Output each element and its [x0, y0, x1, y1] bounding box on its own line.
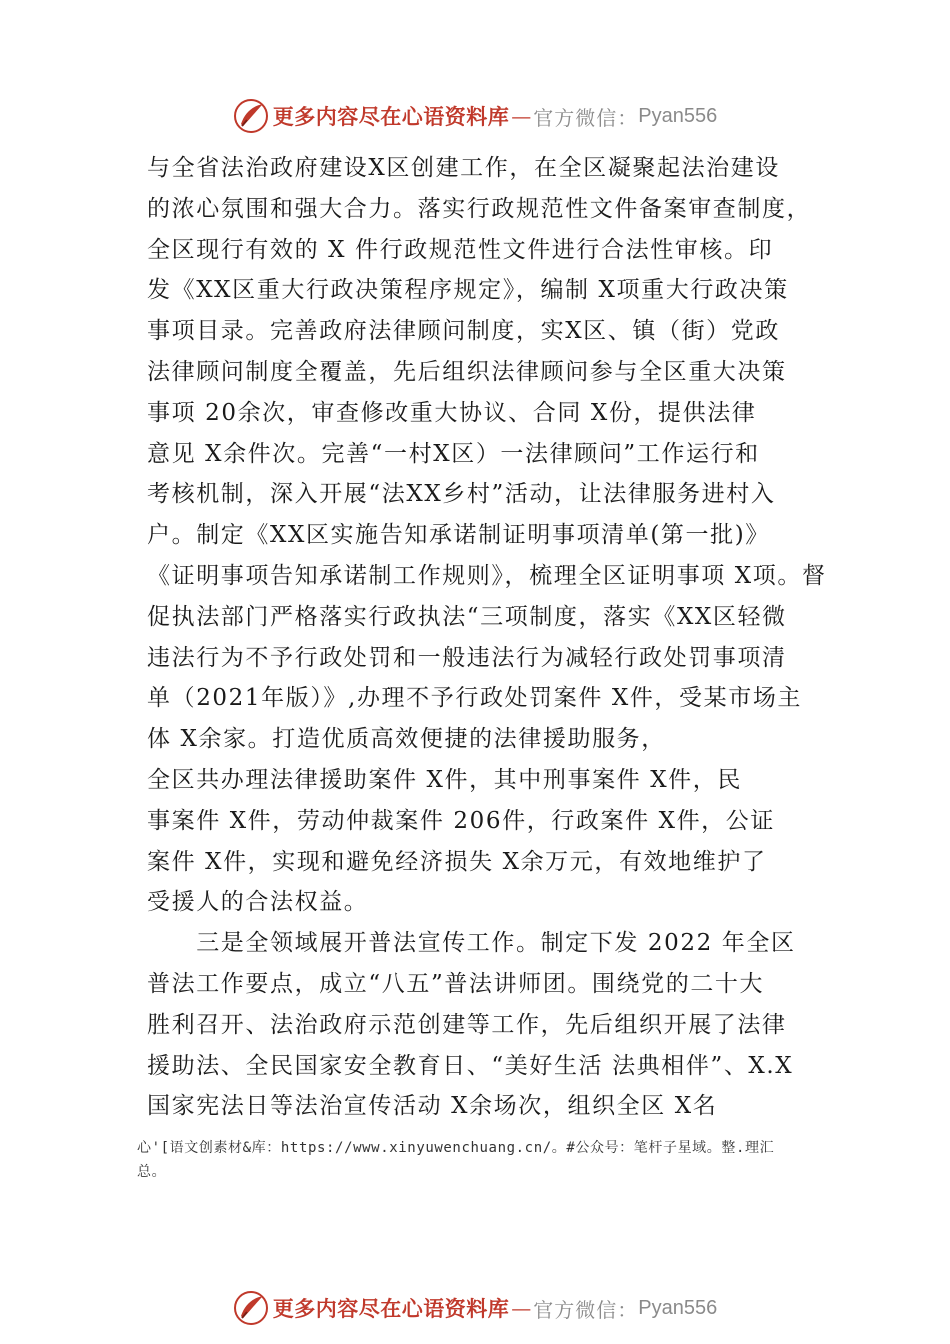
paragraph-line: 案件 X件，实现和避免经济损失 X余万元，有效地维护了: [147, 848, 767, 875]
paragraph-line: 普法工作要点，成立“八五”普法讲师团。围绕党的二十大: [147, 971, 765, 997]
paragraph-line: 发《XX区重大行政决策程序规定》，编制 X项重大行政决策: [147, 277, 789, 304]
source-footnote: [137, 1136, 847, 1184]
paragraph-line: 体 X余家。打造优质高效便捷的法律援助服务，: [147, 726, 666, 753]
banner-wechat-label: 官方微信：: [533, 1297, 639, 1322]
paragraph-line: 违法行为不予行政处罚和一般违法行为减轻行政处罚事项清: [147, 644, 787, 671]
paragraph-line: 全区现行有效的 X 件行政规范性文件进行合法性审核。印: [147, 236, 774, 263]
paragraph-line: 与全省法治政府建设X区创建工作，在全区凝聚起法治建设: [147, 155, 780, 181]
banner-main-text: 更多内容尽在心语资料库: [272, 1296, 510, 1321]
footer-banner: [0, 1286, 950, 1330]
banner-dash: —: [511, 104, 532, 128]
paragraph-line: 事项 20余次，审查修改重大协议、合同 X份，提供法律: [147, 399, 757, 426]
paragraph-line: 事项目录。完善政府法律顾问制度，实X区、镇（街）党政: [147, 318, 780, 345]
paragraph-line: 胜利召开、法治政府示范创建等工作，先后组织开展了法律: [147, 1011, 787, 1038]
paragraph-line: 的浓心氛围和强大合力。落实行政规范性文件备案审查制度，: [147, 195, 812, 222]
brand-logo-icon: [233, 1290, 269, 1326]
banner-dash: —: [511, 1296, 532, 1320]
paragraph-line: 三是全领域展开普法宣传工作。制定下发 2022 年全区: [147, 930, 796, 957]
footnote-line-2: 总。: [137, 1164, 167, 1180]
paragraph-line: 受援人的合法权益。: [147, 889, 369, 916]
paragraph-line: 全区共办理法律援助案件 X件，其中刑事案件 X件，民: [147, 767, 742, 793]
brand-logo-icon: [233, 98, 269, 134]
banner-wechat-id: Pyan556: [638, 104, 718, 127]
paragraph-line: 援助法、全民国家安全教育日、“美好生活 法典相伴”、X.X: [147, 1052, 794, 1079]
paragraph-line: 国家宪法日等法治宣传活动 X余场次，组织全区 X名: [147, 1093, 718, 1120]
header-banner: [0, 94, 950, 138]
banner-wechat-id: Pyan556: [638, 1296, 718, 1319]
paragraph-line: 单（2021年版）》,办理不予行政处罚案件 X件，受某市场主: [147, 685, 803, 712]
paragraph-line: 事案件 X件，劳动仲裁案件 206件，行政案件 X件，公证: [147, 807, 775, 834]
banner-wechat-label: 官方微信：: [533, 105, 639, 130]
paragraph-line: 促执法部门严格落实行政执法“三项制度，落实《XX区轻微: [147, 603, 787, 630]
banner-main-text: 更多内容尽在心语资料库: [272, 104, 510, 129]
paragraph-line: 意见 X余件次。完善“一村X区）一法律顾问”工作运行和: [147, 440, 760, 467]
paragraph-line: 户。制定《XX区实施告知承诺制证明事项清单(第一批)》: [147, 522, 770, 549]
paragraph-line: 《证明事项告知承诺制工作规则》，梳理全区证明事项 X项。督: [147, 563, 827, 589]
paragraph-line: 法律顾问制度全覆盖，先后组织法律顾问参与全区重大决策: [147, 359, 787, 385]
paragraph-line: 考核机制，深入开展“法XX乡村”活动，让法律服务进村入: [147, 481, 776, 508]
footnote-line-1: 心'[语文创素材&库：https://www.xinyuwenchuang.cn/。#公众号：笔杆子星域。整.理汇: [137, 1140, 775, 1156]
